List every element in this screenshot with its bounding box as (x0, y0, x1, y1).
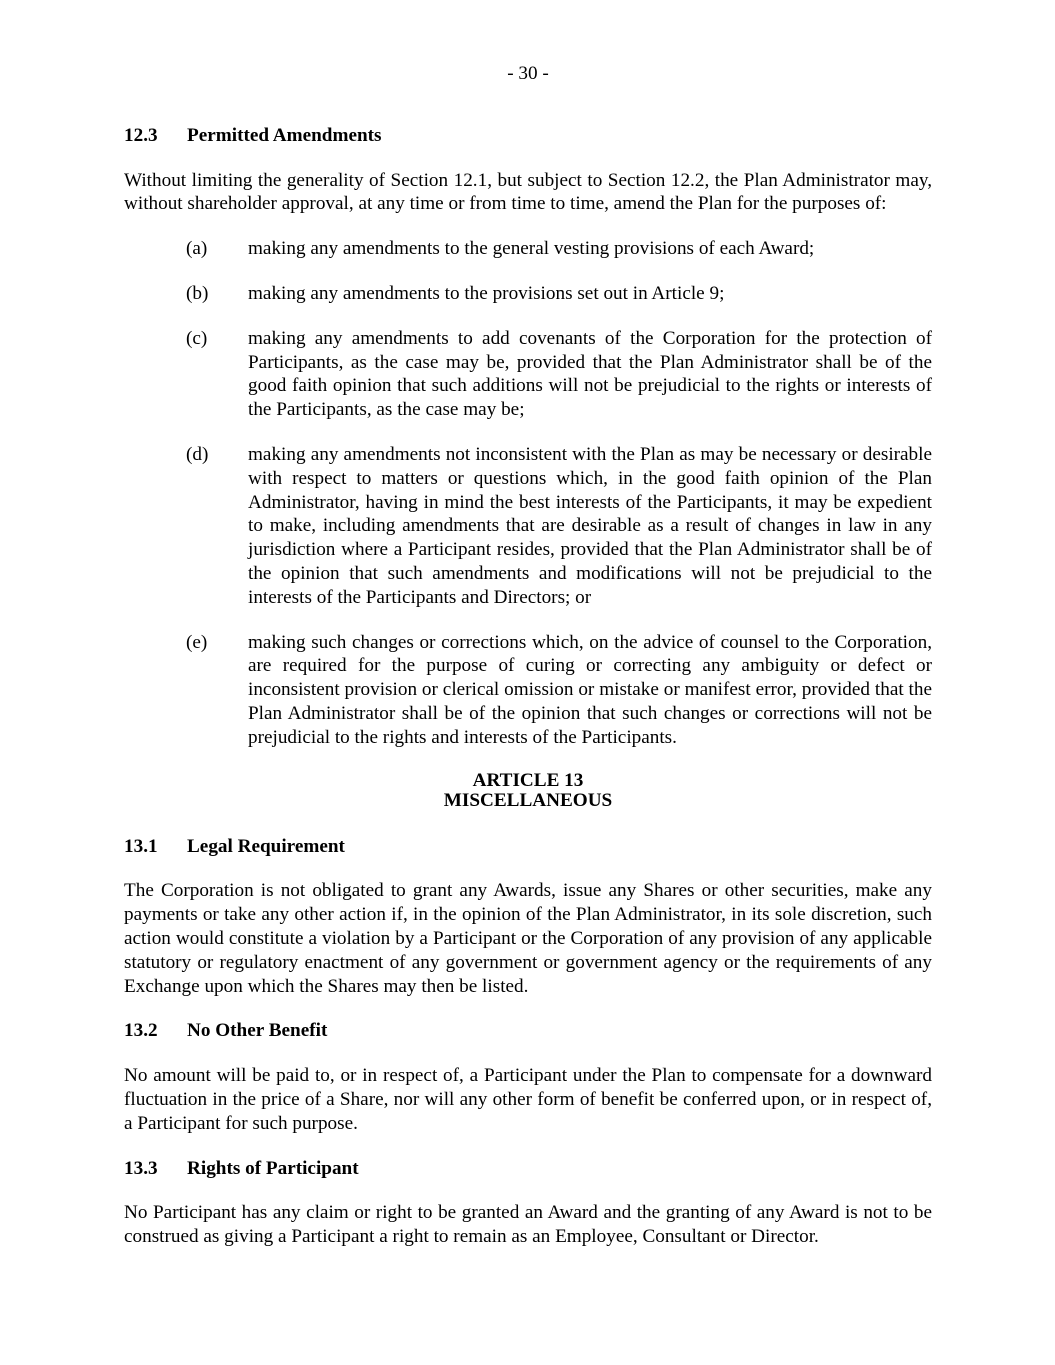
section-13-1-body: The Corporation is not obligated to grant any Awards, issue any Shares or other securities, make any payments or take any other action if, in the opinion of the Plan Administrator, in its sole discretion, such action would constitute a violation by a Participant or the Corporation of any provision of any applicable statutory or regulatory enactment of any government or government agency or the requirements of any Exchange upon which the Shares may then be listed. (124, 880, 932, 997)
list-item-text: making any amendments not inconsistent with the Plan as may be necessary or desirable with respect to matters or questions which, in the good faith opinion of the Plan Administrator, having in mind the best interests of the Participants, it may be expedient to make, including amendments that are desirable as a result of changes in law in any jurisdiction where a Participant resides, provided that the Plan Administrator shall be of the opinion that such amendments and modifications will not be prejudicial to the interests of the Participants and Directors; or (248, 443, 932, 608)
list-item-text: making such changes or corrections which, on the advice of counsel to the Corporation, are required for the purpose of curing or correcting any ambiguity or defect or inconsistent provision or clerical omission or mistake or manifest error, provided that the Plan Administrator shall be of the opinion that such changes or corrections will not be prejudicial to the rights and interests of the Participants. (248, 631, 932, 748)
list-item (124, 237, 932, 261)
section-title: Rights of Participant (187, 1157, 359, 1179)
section-title: No Other Benefit (187, 1020, 328, 1042)
list-item-label: (d) (186, 443, 209, 465)
list-item-text: making any amendments to the general vesting provisions of each Award; (248, 238, 815, 260)
list-item (124, 282, 932, 306)
section-number: 13.1 (124, 835, 158, 857)
list-item-label: (b) (186, 282, 209, 304)
list-item (124, 631, 932, 750)
section-13-3-heading (124, 1157, 932, 1181)
list-item (124, 443, 932, 610)
section-title: Permitted Amendments (187, 124, 382, 146)
list-item-text: making any amendments to add covenants of the Corporation for the protection of Participants, as the case may be, provided that the Plan Administrator shall be of the good faith opinion that such additions will not be prejudicial to the rights or interests of the Participants, as the case may be; (248, 327, 932, 421)
section-13-2-body: No amount will be paid to, or in respect of, a Participant under the Plan to compensate for a downward fluctuation in the price of a Share, nor will any other form of benefit be conferred upon, or in respect of, a Participant for such purpose. (124, 1065, 932, 1134)
section-12-3-intro: Without limiting the generality of Section 12.1, but subject to Section 12.2, the Plan Administrator may, without shareholder approval, at any time or from time to time, amend the Plan for the purposes of: (124, 169, 932, 215)
list-item-label: (c) (186, 327, 208, 349)
section-title: Legal Requirement (187, 835, 345, 857)
amendment-list (124, 237, 932, 749)
list-item-text: making any amendments to the provisions set out in Article 9; (248, 282, 725, 304)
list-item (124, 327, 932, 422)
section-number: 13.2 (124, 1020, 158, 1042)
list-item-label: (a) (186, 238, 208, 260)
section-number: 13.3 (124, 1157, 158, 1179)
section-12-3-heading (124, 124, 932, 148)
section-number: 12.3 (124, 124, 158, 146)
article-title: MISCELLANEOUS (443, 789, 613, 811)
section-13-1-heading (124, 835, 932, 859)
section-13-3-body: No Participant has any claim or right to be granted an Award and the granting of any Award is not to be construed as giving a Participant a right to remain as an Employee, Consultant or Director. (124, 1202, 932, 1248)
list-item-label: (e) (186, 631, 208, 653)
section-13-2-heading (124, 1019, 932, 1043)
document-page (124, 62, 932, 1270)
article-heading (124, 771, 932, 811)
page-number: - 30 - (507, 63, 549, 84)
article-number: ARTICLE 13 (472, 769, 584, 791)
